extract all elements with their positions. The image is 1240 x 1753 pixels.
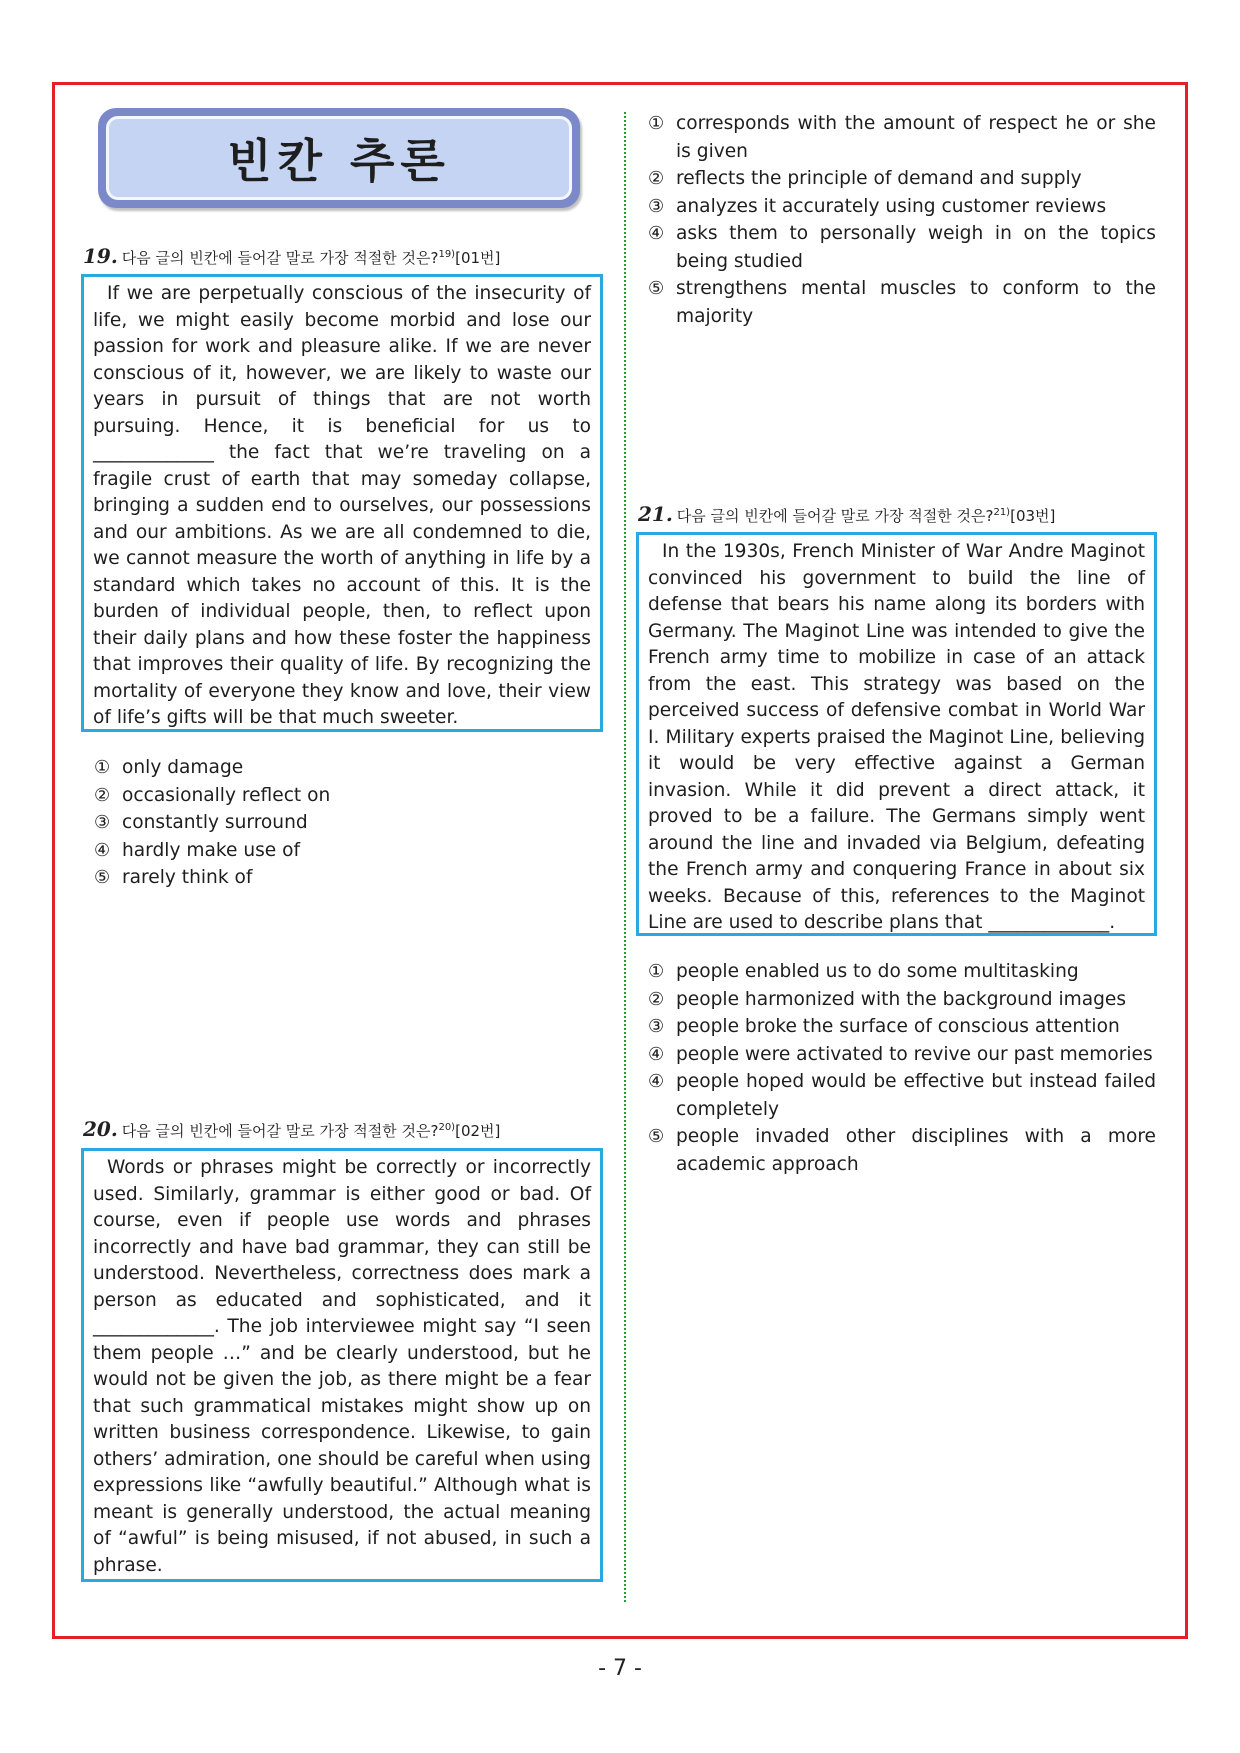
- column-divider: [624, 112, 626, 1602]
- choice-number: ③: [648, 1016, 665, 1037]
- choice-item[interactable]: [648, 1068, 1156, 1123]
- question-21-passage: In the 1930s, French Minister of War Andre Maginot convinced his government to build the line of defense that bears his name along its borders with Germany. The Maginot Line was intended to give the French army time to mobilize in case of an attack from the east. This strategy was based on the perceived success of defensive combat in World War I. Military experts praised the Maginot Line, believing it would be very effective against a German invasion. While it did prevent a direct attack, it proved to be a failure. The Germans simply went around the line and invaded via Belgium, defeating the French army and conquering France in about six weeks. Because of this, references to the Maginot Line are used to describe plans that _____________.: [648, 541, 1145, 933]
- choice-item[interactable]: [648, 958, 1156, 986]
- choice-item[interactable]: [94, 809, 594, 837]
- choice-item[interactable]: [94, 782, 594, 810]
- choice-number: ②: [648, 168, 665, 189]
- question-19-passage-box: [81, 274, 603, 732]
- choice-item[interactable]: [648, 1123, 1156, 1178]
- section-title-inner: [106, 116, 572, 200]
- choice-item[interactable]: [648, 1013, 1156, 1041]
- choice-item[interactable]: [648, 1041, 1156, 1069]
- section-title-badge: [98, 108, 580, 208]
- question-19-source: [01번]: [455, 249, 501, 267]
- choice-text: asks them to personally weigh in on the topics being studied: [676, 223, 1156, 272]
- choice-text: people enabled us to do some multitasking: [676, 961, 1079, 982]
- choice-text: occasionally reflect on: [122, 784, 331, 806]
- question-20-number: 20.: [83, 1117, 118, 1141]
- choice-text: corresponds with the amount of respect he or she is given: [676, 113, 1156, 162]
- question-19-passage: If we are perpetually conscious of the insecurity of life, we might easily become morbid and lose our passion for work and pleasure alike. If we are never conscious of it, however, we are likely to waste our years in pursuit of things that are not worth pursuing. Hence, it is beneficial for us to _____________ the fact that we’re traveling on a fragile crust of earth that may someday collapse, bringing a sudden end to ourselves, our possessions and our ambitions. As we are all condemned to die, we cannot measure the worth of anything in life by a standard which takes no account of this. It is the burden of individual people, then, to reflect upon their daily plans and how these foster the happiness that improves their quality of life. By recognizing the mortality of everyone they know and love, their view of life’s gifts will be that much sweeter.: [93, 283, 591, 728]
- choice-text: hardly make use of: [122, 839, 301, 861]
- choice-item[interactable]: [648, 110, 1156, 165]
- choice-item[interactable]: [648, 220, 1156, 275]
- choice-text: people were activated to revive our past memories: [676, 1043, 1153, 1065]
- question-21-number: 21.: [638, 502, 673, 526]
- question-21-passage-box: [636, 532, 1157, 936]
- question-21-choices: [648, 958, 1156, 1178]
- question-19-number: 19.: [83, 244, 118, 268]
- choice-item[interactable]: [648, 193, 1156, 221]
- choice-text: rarely think of: [122, 867, 253, 888]
- choice-item[interactable]: [648, 165, 1156, 193]
- choice-text: reflects the principle of demand and supply: [676, 168, 1082, 189]
- choice-text: only damage: [122, 757, 244, 778]
- question-20-footnote: 20): [438, 1122, 456, 1133]
- choice-number: ①: [94, 757, 111, 778]
- choice-text: people harmonized with the background images: [676, 988, 1127, 1010]
- choice-text: people hoped would be effective but instead failed completely: [676, 1071, 1156, 1120]
- choice-item[interactable]: [94, 754, 594, 782]
- question-19-text: 다음 글의 빈칸에 들어갈 말로 가장 적절한 것은?: [121, 249, 439, 267]
- choice-number: ⑤: [94, 867, 111, 888]
- choice-text: people invaded other disciplines with a more academic approach: [676, 1126, 1156, 1175]
- question-21-footnote: 21): [993, 507, 1011, 518]
- question-21-text: 다음 글의 빈칸에 들어갈 말로 가장 적절한 것은?: [676, 507, 994, 525]
- choice-text: constantly surround: [122, 812, 308, 833]
- choice-item[interactable]: [94, 864, 594, 892]
- choice-item[interactable]: [648, 986, 1156, 1014]
- section-title: 빈칸 추론: [227, 134, 451, 188]
- choice-number: ③: [648, 195, 665, 217]
- choice-number: ④: [648, 1043, 665, 1065]
- choice-number: ①: [648, 961, 665, 982]
- question-20-choices: [648, 110, 1156, 330]
- choice-text: strengthens mental muscles to conform to the majority: [676, 278, 1156, 327]
- choice-text: people broke the surface of conscious attention: [676, 1016, 1120, 1037]
- question-21-source: [03번]: [1010, 507, 1056, 525]
- choice-number: ④: [94, 839, 111, 861]
- question-21-header: [638, 502, 1055, 526]
- question-19-header: [83, 244, 500, 268]
- choice-number: ②: [648, 988, 665, 1010]
- choice-number: ⑤: [648, 1126, 665, 1147]
- question-19-choices: [94, 754, 594, 892]
- choice-number: ②: [94, 784, 111, 806]
- choice-number: ③: [94, 812, 111, 833]
- choice-number: ⑤: [648, 278, 665, 299]
- question-20-source: [02번]: [455, 1122, 501, 1140]
- choice-number: ①: [648, 113, 665, 134]
- question-20-passage: Words or phrases might be correctly or incorrectly used. Similarly, grammar is either good or bad. Of course, even if people use words and phrases incorrectly and have bad grammar, they can still be understood. Nevertheless, correctness does mark a person as educated and sophisticated, and it _____________. The job interviewee might say “I seen them people …” and be clearly understood, but he would not be given the job, as there might be a fear that such grammatical mistakes might show up on written business correspondence. Likewise, to gain others’ admiration, one should be careful when using expressions like “awfully beautiful.” Although what is meant is generally understood, the actual meaning of “awful” is being misused, if not abused, in such a phrase.: [93, 1157, 591, 1576]
- page-number: - 7 -: [598, 1656, 642, 1681]
- question-20-passage-box: [81, 1148, 603, 1582]
- choice-text: analyzes it accurately using customer reviews: [676, 195, 1107, 217]
- choice-number: ④: [648, 1071, 665, 1092]
- question-19-footnote: 19): [438, 249, 456, 260]
- question-20-header: [83, 1117, 500, 1141]
- question-20-text: 다음 글의 빈칸에 들어갈 말로 가장 적절한 것은?: [121, 1122, 439, 1140]
- choice-item[interactable]: [648, 275, 1156, 330]
- choice-number: ④: [648, 223, 665, 244]
- choice-item[interactable]: [94, 837, 594, 865]
